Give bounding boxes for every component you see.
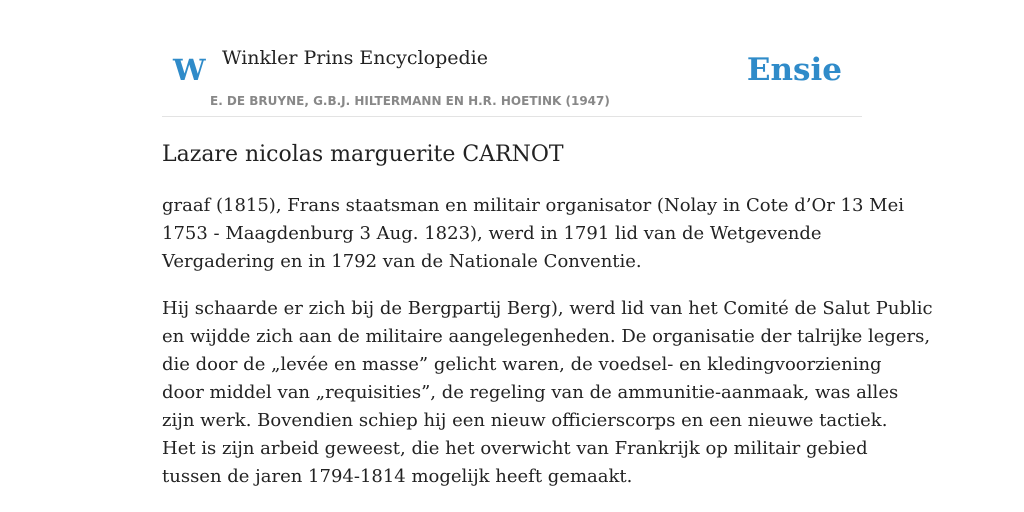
paragraph-line: door middel van „requisities”, de regeling van de ammunitie-aanmaak, was alles bbox=[162, 382, 899, 403]
paragraph-line: Het is zijn arbeid geweest, die het overwicht van Frankrijk op militair gebied bbox=[162, 438, 868, 459]
paragraph-line: zijn werk. Bovendien schiep hij een nieuw officierscorps en een nieuwe tactiek. bbox=[162, 410, 888, 431]
ensie-logo[interactable]: Ensie bbox=[746, 52, 842, 88]
paragraph-line: Hij schaarde er zich bij de Bergpartij Berg), werd lid van het Comité de Salut Public bbox=[162, 298, 933, 319]
article-paragraph bbox=[162, 192, 904, 276]
article-paragraph bbox=[162, 295, 933, 491]
paragraph-line: 1753 - Maagdenburg 3 Aug. 1823), werd in 1791 lid van de Wetgevende bbox=[162, 223, 822, 244]
paragraph-line: en wijdde zich aan de militaire aangelegenheden. De organisatie der talrijke legers, bbox=[162, 326, 931, 347]
paragraph-line: graaf (1815), Frans staatsman en militair organisator (Nolay in Cote d’Or 13 Mei bbox=[162, 195, 904, 216]
paragraph-line: die door de „levée en masse” gelicht waren, de voedsel- en kledingvoorziening bbox=[162, 354, 882, 375]
article-title: Lazare nicolas marguerite CARNOT bbox=[162, 142, 564, 167]
source-authors: E. DE BRUYNE, G.B.J. HILTERMANN EN H.R. HOETINK (1947) bbox=[210, 94, 610, 108]
winkler-prins-logo-icon[interactable]: W bbox=[173, 53, 206, 87]
source-header bbox=[162, 0, 862, 117]
paragraph-line: tussen de jaren 1794-1814 mogelijk heeft gemaakt. bbox=[162, 466, 633, 487]
article-body bbox=[162, 192, 933, 510]
paragraph-line: Vergadering en in 1792 van de Nationale Conventie. bbox=[162, 251, 642, 272]
source-title[interactable]: Winkler Prins Encyclopedie bbox=[222, 47, 488, 69]
